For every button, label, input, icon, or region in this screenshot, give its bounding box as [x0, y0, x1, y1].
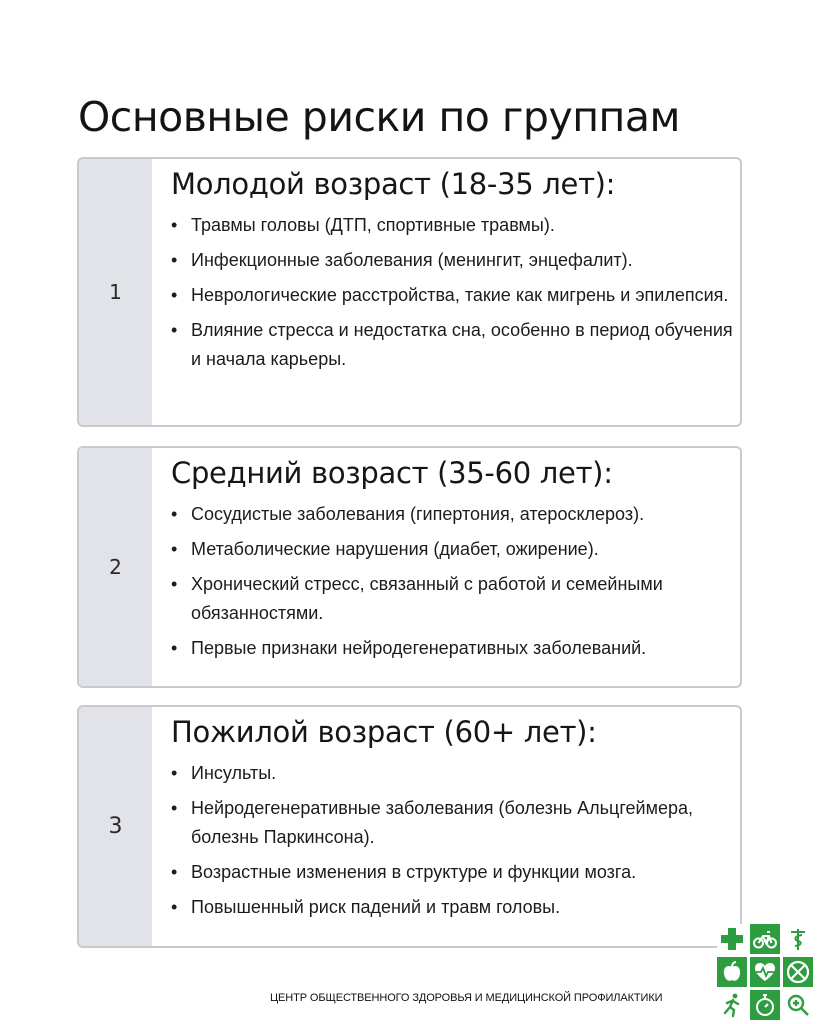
risk-list	[171, 500, 740, 663]
group-number: 2	[79, 448, 152, 686]
risk-item: • Инфекционные заболевания (менингит, энцефалит).	[171, 246, 740, 275]
apple-icon	[717, 957, 747, 987]
group-content	[171, 715, 740, 928]
risk-item: • Нейродегенеративные заболевания (болезнь Альцгеймера, болезнь Паркинсона).	[171, 794, 740, 852]
group-number: 3	[79, 707, 152, 946]
caduceus-icon	[783, 924, 813, 954]
group-heading: Средний возраст (35-60 лет):	[171, 456, 613, 490]
risk-group-card-1	[77, 157, 742, 427]
risk-item: • Хронический стресс, связанный с работой и семейными обязанностями.	[171, 570, 740, 628]
risk-item: • Влияние стресса и недостатка сна, особенно в период обучения и начала карьеры.	[171, 316, 740, 374]
risk-item: • Возрастные изменения в структуре и функции мозга.	[171, 858, 740, 887]
page-title: Основные риски по группам	[78, 93, 680, 142]
risk-item: • Инсульты.	[171, 759, 740, 788]
risk-list	[171, 211, 740, 374]
risk-item: • Травмы головы (ДТП, спортивные травмы).	[171, 211, 740, 240]
heart-pulse-icon	[750, 957, 780, 987]
risk-item: • Первые признаки нейродегенеративных заболеваний.	[171, 634, 740, 663]
risk-item: • Метаболические нарушения (диабет, ожирение).	[171, 535, 740, 564]
risk-group-card-3	[77, 705, 742, 948]
group-content	[171, 456, 740, 669]
group-content	[171, 167, 740, 380]
risk-item: • Сосудистые заболевания (гипертония, атеросклероз).	[171, 500, 740, 529]
group-number: 1	[79, 159, 152, 425]
risk-group-card-2	[77, 446, 742, 688]
risk-item: • Неврологические расстройства, такие как мигрень и эпилепсия.	[171, 281, 740, 310]
group-heading: Молодой возраст (18-35 лет):	[171, 167, 616, 201]
no-smoking-icon	[783, 957, 813, 987]
group-heading: Пожилой возраст (60+ лет):	[171, 715, 597, 749]
risk-list	[171, 759, 740, 922]
organization-logo	[717, 924, 813, 1020]
organization-name: ЦЕНТР ОБЩЕСТВЕННОГО ЗДОРОВЬЯ И МЕДИЦИНСКОЙ ПРОФИЛАКТИКИ	[270, 992, 663, 1004]
magnifier-plus-icon	[783, 990, 813, 1020]
risk-item: • Повышенный риск падений и травм головы.	[171, 893, 740, 922]
runner-icon	[717, 990, 747, 1020]
stopwatch-icon	[750, 990, 780, 1020]
plus-icon	[717, 924, 747, 954]
bicycle-icon	[750, 924, 780, 954]
